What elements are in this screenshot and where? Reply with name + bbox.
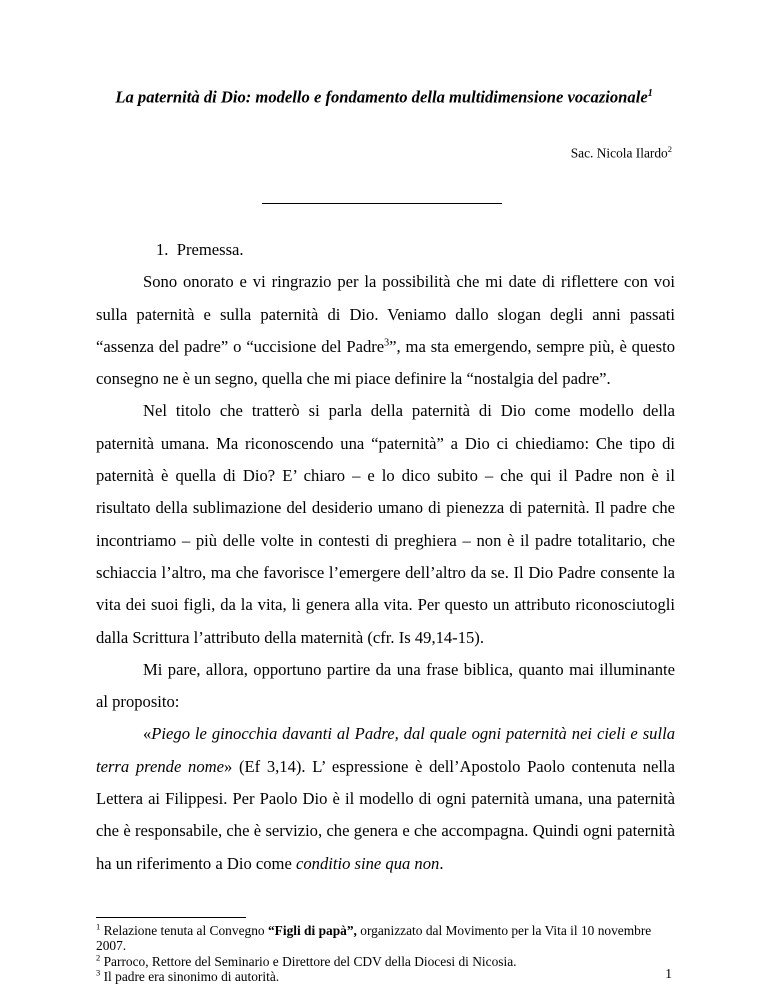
footnotes <box>96 923 675 984</box>
quote-close-mark: » <box>223 756 233 776</box>
body-text <box>96 234 675 880</box>
footnote-1-text-b: organizzato dal Movimento per la Vita il 10 novembre 2007. <box>96 923 652 954</box>
paragraph-1-text-a: Sono onorato e vi ringrazio per la possibilità che mi date di riflettere con voi sulla paternità e sulla paternità di Dio. Veniamo dallo slogan degli anni passati “assenza del padre” o “uccisione del Padre <box>96 272 675 356</box>
author-line <box>571 140 672 162</box>
footnote-3-number: 3 <box>96 967 101 978</box>
paragraph-1-text-b: ”, ma sta emergendo, sempre più, è questo consegno ne è un segno, quella che mi piace definire la “nostalgia del padre”. <box>96 336 676 389</box>
paragraph-2: Nel titolo che tratterò si parla della paternità di Dio come modello della paternità umana. Ma riconoscendo una “paternità” a Dio ci chiediamo: Che tipo di paternità è quella di Dio? E’ chiaro – e lo dico subito – che qui il Padre non è il risultato della sublimazione del desiderio umano di pienezza di paternità. Il padre che incontriamo – più delle volte in contesti di preghiera – non è il padre totalitario, che schiaccia l’altro, ma che favorisce l’emergere dell’altro da se. Il Dio Padre consente la vita dei suoi figli, da la vita, li genera alla vita. Per questo un attributo riconosciutogli dalla Scrittura l’attributo della maternità (cfr. Is 49,14-15). <box>96 401 675 647</box>
footnote-2-text: Parroco, Rettore del Seminario e Direttore del CDV della Diocesi di Nicosia. <box>100 953 517 969</box>
biblical-quote: Piego le ginocchia davanti al Padre, dal quale ogni paternità nei cieli e sulla terra prende nome <box>96 724 675 776</box>
document-title <box>0 84 768 108</box>
paragraph-4-end: . <box>439 853 444 873</box>
footnote-1-event-name: “Figli di papà”, <box>267 923 357 938</box>
footnote-3-text: Il padre era sinonimo di autorità. <box>100 968 280 984</box>
footnote-1 <box>96 923 675 954</box>
footnote-2 <box>96 954 675 969</box>
footnote-1-text-a: Relazione tenuta al Convegno <box>100 923 268 938</box>
author-footnote-ref: 2 <box>667 144 672 154</box>
title-separator <box>262 203 502 204</box>
paragraph-4-text: (Ef 3,14). L’ espressione è dell’Apostolo Paolo contenuta nella Lettera ai Filippesi. Per Paolo Dio è il modello di ogni paternità umana, una paternità che è responsabile, che è servizio, che genera e che accompagna. Quindi ogni paternità ha un riferimento a Dio come <box>96 756 675 873</box>
page-number: 1 <box>665 966 672 981</box>
latin-phrase: conditio sine qua non <box>295 853 440 873</box>
paragraph-3: Mi pare, allora, opportuno partire da una frase biblica, quanto mai illuminante al proposito: <box>96 659 675 712</box>
paragraph-1 <box>96 266 675 395</box>
title-footnote-ref: 1 <box>647 88 653 99</box>
footnote-3 <box>96 969 675 984</box>
title-text: La paternità di Dio: modello e fondamento della multidimensione vocazionale <box>115 87 648 107</box>
quote-open-mark: « <box>143 724 152 744</box>
footnote-2-number: 2 <box>96 952 101 963</box>
author-name: Sac. Nicola Ilardo <box>570 145 668 161</box>
footnote-separator <box>96 917 246 918</box>
footnote-ref-3: 3 <box>384 337 390 349</box>
paragraph-4 <box>96 718 675 879</box>
footnote-1-number: 1 <box>96 921 101 932</box>
section-heading: 1. Premessa. <box>156 240 244 259</box>
